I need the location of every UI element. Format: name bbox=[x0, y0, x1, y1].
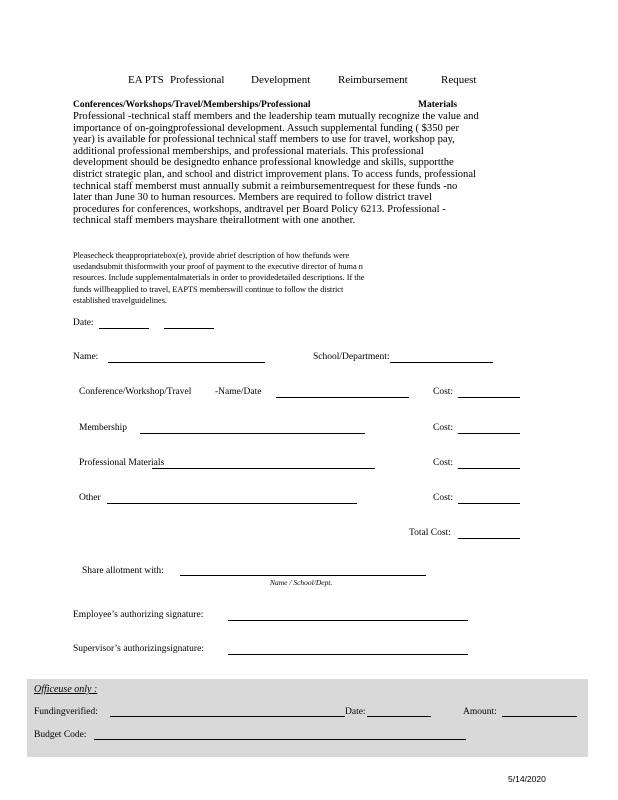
share-hint: Name / School/Dept. bbox=[270, 578, 333, 587]
budget-code-label: Budget Code: bbox=[34, 730, 87, 740]
materials-cost-field[interactable] bbox=[458, 468, 520, 469]
intro-line: importance of on-goingprofessional development. Assuch supplemental funding ( $350 per bbox=[73, 122, 459, 134]
intro-line: development should be designedto enhance professional knowledge and skills, supportthe bbox=[73, 157, 454, 169]
cost-label: Cost: bbox=[433, 458, 454, 468]
other-label: Other bbox=[79, 493, 101, 503]
cost-label: Cost: bbox=[433, 423, 454, 433]
membership-label: Membership bbox=[79, 423, 128, 433]
title-word: Development bbox=[251, 74, 311, 86]
supervisor-signature-field[interactable] bbox=[228, 654, 468, 655]
instructions-line: usedandsubmit thisformwith your proof of payment to the executive director of huma n bbox=[73, 262, 363, 272]
intro-paragraph bbox=[73, 111, 543, 227]
office-date-field[interactable] bbox=[367, 716, 431, 717]
cost-label: Cost: bbox=[433, 387, 454, 397]
subheading: Conferences/Workshops/Travel/Memberships/Professional bbox=[73, 100, 311, 110]
conference-cost-field[interactable] bbox=[458, 397, 520, 398]
intro-line: year) is available for professional technical staff members to use for travel, workshop pay, bbox=[73, 134, 455, 146]
materials-label: Professional Materials bbox=[79, 458, 165, 468]
conference-label-2: -Name/Date bbox=[215, 387, 262, 397]
intro-line: technical staff members mayshare theirallotment with one another. bbox=[73, 215, 356, 227]
instructions-line: Pleasecheck theappropriatebox(e), provide abrief description of how thefunds were bbox=[73, 251, 350, 260]
office-use-box bbox=[27, 679, 588, 757]
date-label: Date: bbox=[73, 318, 94, 328]
name-label: Name: bbox=[73, 352, 99, 362]
footer-date: 5/14/2020 bbox=[508, 774, 546, 784]
funding-verified-field[interactable] bbox=[110, 716, 345, 717]
amount-label: Amount: bbox=[463, 707, 497, 717]
intro-line: district strategic plan, and school and district improvement plans. To access funds, professional bbox=[73, 168, 477, 180]
total-cost-field[interactable] bbox=[458, 538, 520, 539]
title-word: Professional bbox=[170, 74, 225, 86]
subheading-right: Materials bbox=[418, 100, 458, 110]
cost-label: Cost: bbox=[433, 493, 454, 503]
employee-signature-field[interactable] bbox=[228, 620, 468, 621]
date-field-2[interactable] bbox=[164, 328, 214, 329]
membership-cost-field[interactable] bbox=[458, 433, 520, 434]
other-field[interactable] bbox=[107, 503, 357, 504]
intro-line: additional professional memberships, and professional materials. This professional bbox=[73, 145, 424, 157]
materials-field[interactable] bbox=[152, 468, 375, 469]
school-field[interactable] bbox=[390, 362, 493, 363]
instructions-line: resources. Include supplementalmaterials in order to providedetailed descriptions. If the bbox=[73, 273, 365, 283]
school-label: School/Department: bbox=[313, 352, 390, 362]
conference-field[interactable] bbox=[276, 397, 409, 398]
membership-field[interactable] bbox=[140, 433, 365, 434]
name-field[interactable] bbox=[108, 362, 265, 363]
title-word: Request bbox=[441, 74, 477, 86]
intro-line: later than June 30 to human resources. Members are required to follow district travel bbox=[73, 192, 432, 204]
instructions-line: established travelguidelines. bbox=[73, 295, 168, 305]
intro-line: Professional -technical staff members and the leadership team mutually recognize the value and bbox=[73, 111, 479, 122]
amount-field[interactable] bbox=[502, 716, 577, 717]
office-date-label: Date: bbox=[345, 707, 366, 717]
intro-line: technical staff memberst must annually submit a reimbursementrequest for these funds -no bbox=[73, 180, 458, 192]
funding-verified-label: Fundingverified: bbox=[34, 707, 98, 717]
title-word: Reimbursement bbox=[338, 74, 408, 86]
office-use-title: Officeuse only : bbox=[34, 684, 98, 695]
total-cost-label: Total Cost: bbox=[409, 528, 451, 538]
share-label: Share allotment with: bbox=[82, 566, 164, 576]
conference-label: Conference/Workshop/Travel bbox=[79, 387, 192, 397]
instructions-line: funds willbeapplied to travel, EAPTS memberswill continue to follow the district bbox=[73, 284, 344, 294]
other-cost-field[interactable] bbox=[458, 503, 520, 504]
employee-signature-label: Employee’s authorizing signature: bbox=[73, 610, 204, 620]
instructions-paragraph bbox=[73, 250, 533, 306]
date-field[interactable] bbox=[99, 328, 149, 329]
intro-line: procedures for conferences, workshops, andtravel per Board Policy 6213. Professional - bbox=[73, 203, 446, 215]
budget-code-field[interactable] bbox=[94, 739, 466, 740]
supervisor-signature-label: Supervisor’s authorizingsignature: bbox=[73, 644, 204, 654]
share-field[interactable] bbox=[180, 575, 426, 576]
title-word: EA PTS bbox=[128, 74, 164, 86]
